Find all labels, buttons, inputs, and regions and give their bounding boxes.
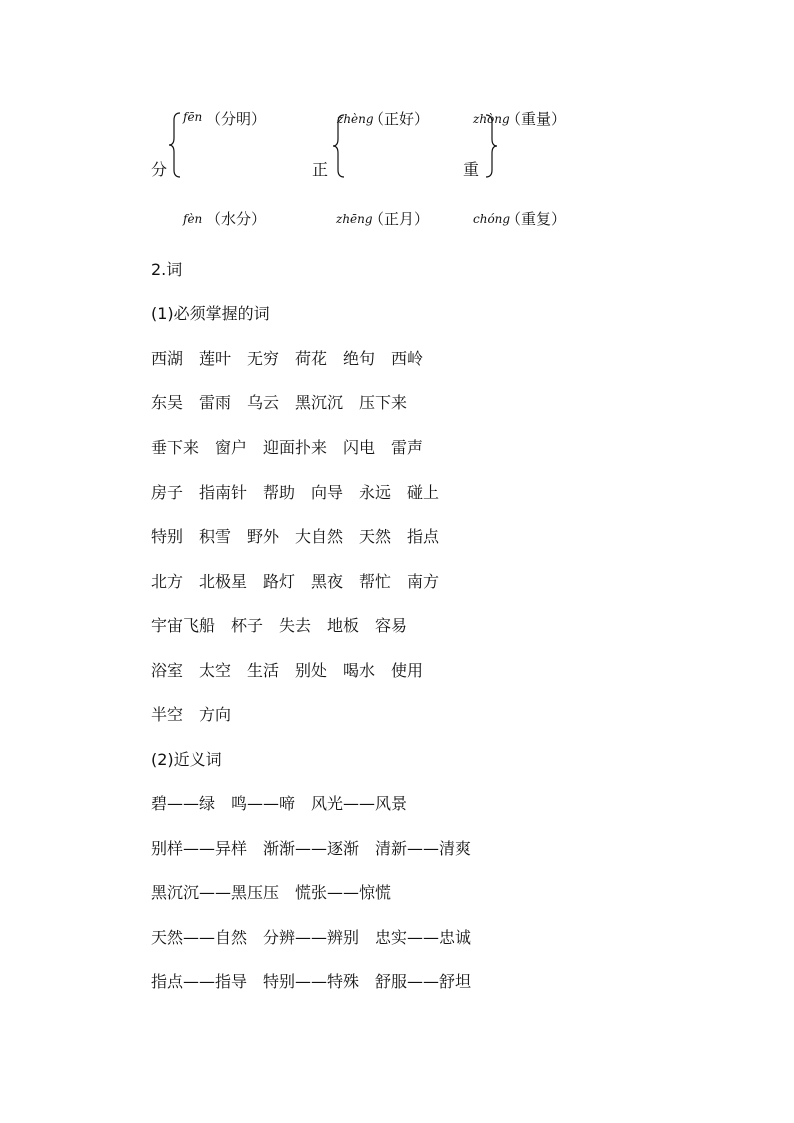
synonym-row: 指点——指导 特别——特殊 舒服——舒坦 (151, 972, 472, 991)
pinyin-top: zhèng (337, 112, 374, 126)
word-top: （正好） (369, 110, 430, 128)
word-bottom: （水分） (206, 210, 267, 228)
polyphone-char: 重 (463, 160, 480, 179)
word-row: 垂下来 窗户 迎面扑来 闪电 雷声 (151, 438, 424, 457)
word-row: 东吴 雷雨 乌云 黑沉沉 压下来 (151, 393, 408, 412)
synonym-row: 别样——异样 渐渐——逐渐 清新——清爽 (151, 839, 472, 858)
pinyin-top: zhòng (473, 112, 510, 126)
must-master-heading: (1)必须掌握的词 (151, 304, 270, 323)
pinyin-bottom: zhēng (336, 212, 373, 226)
section-title: 2.词 (151, 260, 183, 279)
word-row: 宇宙飞船 杯子 失去 地板 容易 (151, 616, 408, 635)
pinyin-bottom: chóng (473, 212, 511, 226)
word-row: 北方 北极星 路灯 黑夜 帮忙 南方 (151, 572, 440, 591)
synonym-row: 黑沉沉——黑压压 慌张——惊慌 (151, 883, 392, 902)
polyphone-char: 分 (151, 160, 168, 179)
pinyin-top: fēn (183, 110, 203, 124)
polyphone-section (0, 0, 794, 240)
word-row: 特别 积雪 野外 大自然 天然 指点 (151, 527, 440, 546)
word-row: 房子 指南针 帮助 向导 永远 碰上 (151, 483, 440, 502)
synonyms-heading: (2)近义词 (151, 750, 222, 769)
word-bottom: （重复） (506, 210, 567, 228)
word-row: 半空 方向 (151, 705, 232, 724)
pinyin-bottom: fèn (183, 212, 203, 226)
word-row: 西湖 莲叶 无穷 荷花 绝句 西岭 (151, 349, 424, 368)
synonym-row: 天然——自然 分辨——辨别 忠实——忠诚 (151, 928, 472, 947)
word-top: （分明） (206, 110, 267, 128)
word-bottom: （正月） (369, 210, 430, 228)
left-brace (168, 112, 182, 178)
word-row: 浴室 太空 生活 别处 喝水 使用 (151, 661, 424, 680)
synonym-row: 碧——绿 鸣——啼 风光——风景 (151, 794, 408, 813)
polyphone-char: 正 (312, 160, 329, 179)
right-brace (484, 114, 498, 178)
word-top: （重量） (506, 110, 567, 128)
left-brace (332, 114, 346, 178)
